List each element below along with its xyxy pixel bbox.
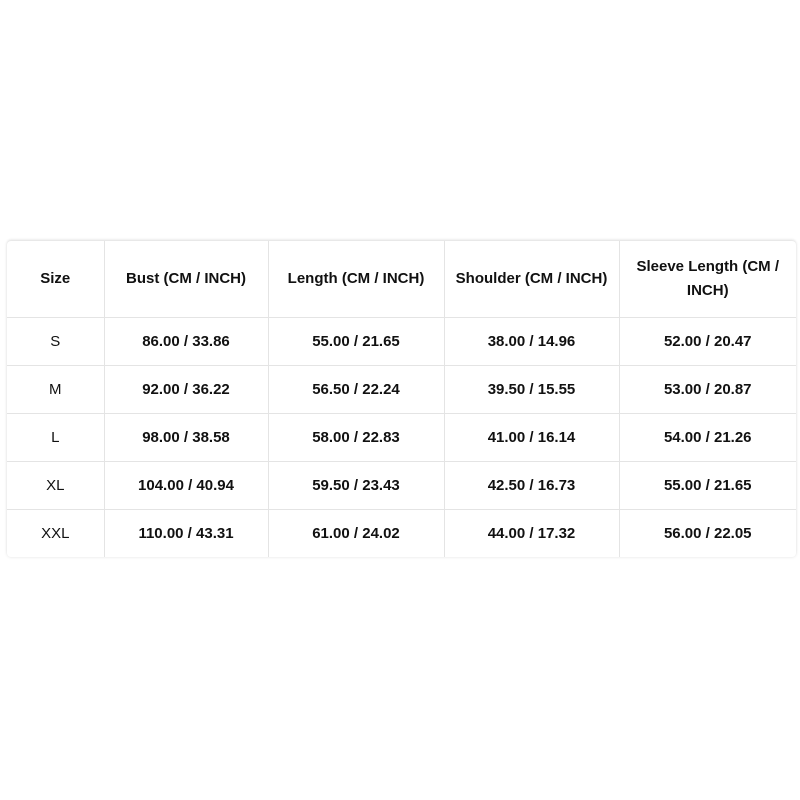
size-cell: S xyxy=(7,317,104,365)
bust-cell: 110.00 / 43.31 xyxy=(104,509,268,557)
header-length: Length (CM / INCH) xyxy=(268,241,444,317)
length-cell: 61.00 / 24.02 xyxy=(268,509,444,557)
table-row xyxy=(7,365,796,413)
table-row xyxy=(7,509,796,557)
size-cell: M xyxy=(7,365,104,413)
table-body xyxy=(7,317,796,557)
table-row xyxy=(7,461,796,509)
shoulder-cell: 38.00 / 14.96 xyxy=(444,317,619,365)
size-cell: XXL xyxy=(7,509,104,557)
table-row xyxy=(7,413,796,461)
bust-cell: 86.00 / 33.86 xyxy=(104,317,268,365)
length-cell: 55.00 / 21.65 xyxy=(268,317,444,365)
header-bust: Bust (CM / INCH) xyxy=(104,241,268,317)
sleeve-length-cell: 56.00 / 22.05 xyxy=(663,524,752,542)
size-cell: L xyxy=(7,413,104,461)
header-sleeve-length: Sleeve Length (CM / INCH) xyxy=(619,241,796,317)
size-chart xyxy=(7,241,796,557)
header-row xyxy=(7,241,796,317)
bust-cell: 92.00 / 36.22 xyxy=(104,365,268,413)
shoulder-cell: 39.50 / 15.55 xyxy=(444,365,619,413)
shoulder-cell: 41.00 / 16.14 xyxy=(444,413,619,461)
length-cell: 58.00 / 22.83 xyxy=(268,413,444,461)
sleeve-length-cell: 55.00 / 21.65 xyxy=(619,461,796,509)
bust-cell: 104.00 / 40.94 xyxy=(104,461,268,509)
sleeve-length-cell: 53.00 / 20.87 xyxy=(619,365,796,413)
bust-cell: 98.00 / 38.58 xyxy=(104,413,268,461)
header-size: Size xyxy=(7,241,104,317)
header-shoulder: Shoulder (CM / INCH) xyxy=(444,241,619,317)
table-header xyxy=(7,241,796,317)
table-row xyxy=(7,317,796,365)
sleeve-length-cell: 54.00 / 21.26 xyxy=(619,413,796,461)
shoulder-cell: 42.50 / 16.73 xyxy=(444,461,619,509)
size-chart-table xyxy=(7,241,796,557)
size-cell: XL xyxy=(7,461,104,509)
shoulder-cell: 44.00 / 17.32 xyxy=(444,509,619,557)
length-cell: 59.50 / 23.43 xyxy=(268,461,444,509)
sleeve-length-cell: 52.00 / 20.47 xyxy=(619,317,796,365)
length-cell: 56.50 / 22.24 xyxy=(268,365,444,413)
